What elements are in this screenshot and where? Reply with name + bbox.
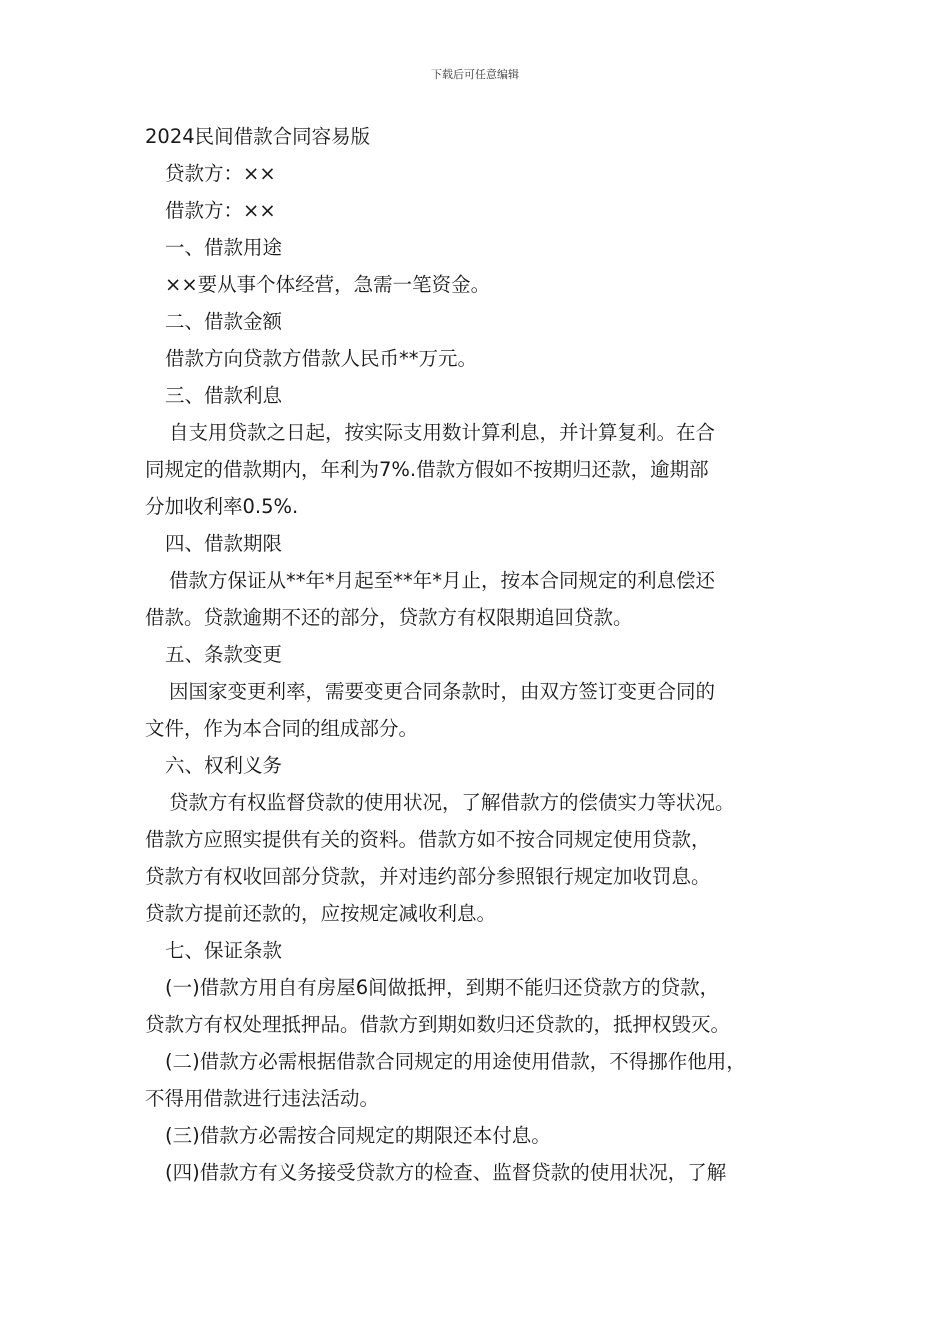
clause-line: 贷款方有权处理抵押品。借款方到期如数归还贷款的，抵押权毁灭。 bbox=[145, 1013, 731, 1036]
clause-line: (二)借款方必需根据借款合同规定的用途使用借款，不得挪作他用， bbox=[165, 1050, 746, 1073]
section-heading-guarantee: 七、保证条款 bbox=[165, 939, 283, 962]
section-heading-changes: 五、条款变更 bbox=[165, 643, 283, 666]
section-heading-interest: 三、借款利息 bbox=[165, 384, 283, 407]
section-text-amount: 借款方向贷款方借款人民币**万元。 bbox=[165, 347, 478, 370]
paragraph-line: 贷款方有权收回部分贷款，并对违约部分参照银行规定加收罚息。 bbox=[145, 865, 711, 888]
section-heading-term: 四、借款期限 bbox=[165, 532, 283, 555]
clause-line: (一)借款方用自有房屋6间做抵押，到期不能归还贷款方的贷款， bbox=[165, 976, 720, 999]
section-heading-purpose: 一、借款用途 bbox=[165, 236, 283, 259]
paragraph-line: 借款。贷款逾期不还的部分，贷款方有权限期追回贷款。 bbox=[145, 606, 633, 629]
paragraph-line: 贷款方有权监督贷款的使用状况，了解借款方的偿债实力等状况。 bbox=[169, 791, 735, 814]
clause-line: (三)借款方必需按合同规定的期限还本付息。 bbox=[165, 1124, 551, 1147]
lender-line: 贷款方：×× bbox=[165, 162, 276, 185]
document-body bbox=[145, 118, 815, 1191]
borrower-line: 借款方：×× bbox=[165, 199, 276, 222]
page-header: 下载后可任意编辑 bbox=[431, 68, 519, 81]
paragraph-line: 贷款方提前还款的，应按规定减收利息。 bbox=[145, 902, 497, 925]
paragraph-line: 因国家变更利率，需要变更合同条款时，由双方签订变更合同的 bbox=[169, 680, 716, 703]
paragraph-line: 分加收利率0.5%. bbox=[145, 495, 299, 518]
paragraph-line: 同规定的借款期内，年利为7%.借款方假如不按期归还款，逾期部 bbox=[145, 458, 709, 481]
paragraph-line: 文件，作为本合同的组成部分。 bbox=[145, 717, 419, 740]
paragraph-line: 借款方保证从**年*月起至**年*月止，按本合同规定的利息偿还 bbox=[169, 569, 716, 592]
clause-line: (四)借款方有义务接受贷款方的检查、监督贷款的使用状况，了解 bbox=[165, 1161, 727, 1184]
paragraph-line: 借款方应照实提供有关的资料。借款方如不按合同规定使用贷款， bbox=[145, 828, 711, 851]
document-title: 2024民间借款合同容易版 bbox=[145, 125, 371, 148]
section-heading-amount: 二、借款金额 bbox=[165, 310, 283, 333]
section-text-purpose: ××要从事个体经营，急需一笔资金。 bbox=[165, 273, 491, 296]
clause-line: 不得用借款进行违法活动。 bbox=[145, 1087, 380, 1110]
section-heading-rights: 六、权利义务 bbox=[165, 754, 283, 777]
paragraph-line: 自支用贷款之日起，按实际支用数计算利息，并计算复利。在合 bbox=[169, 421, 716, 444]
